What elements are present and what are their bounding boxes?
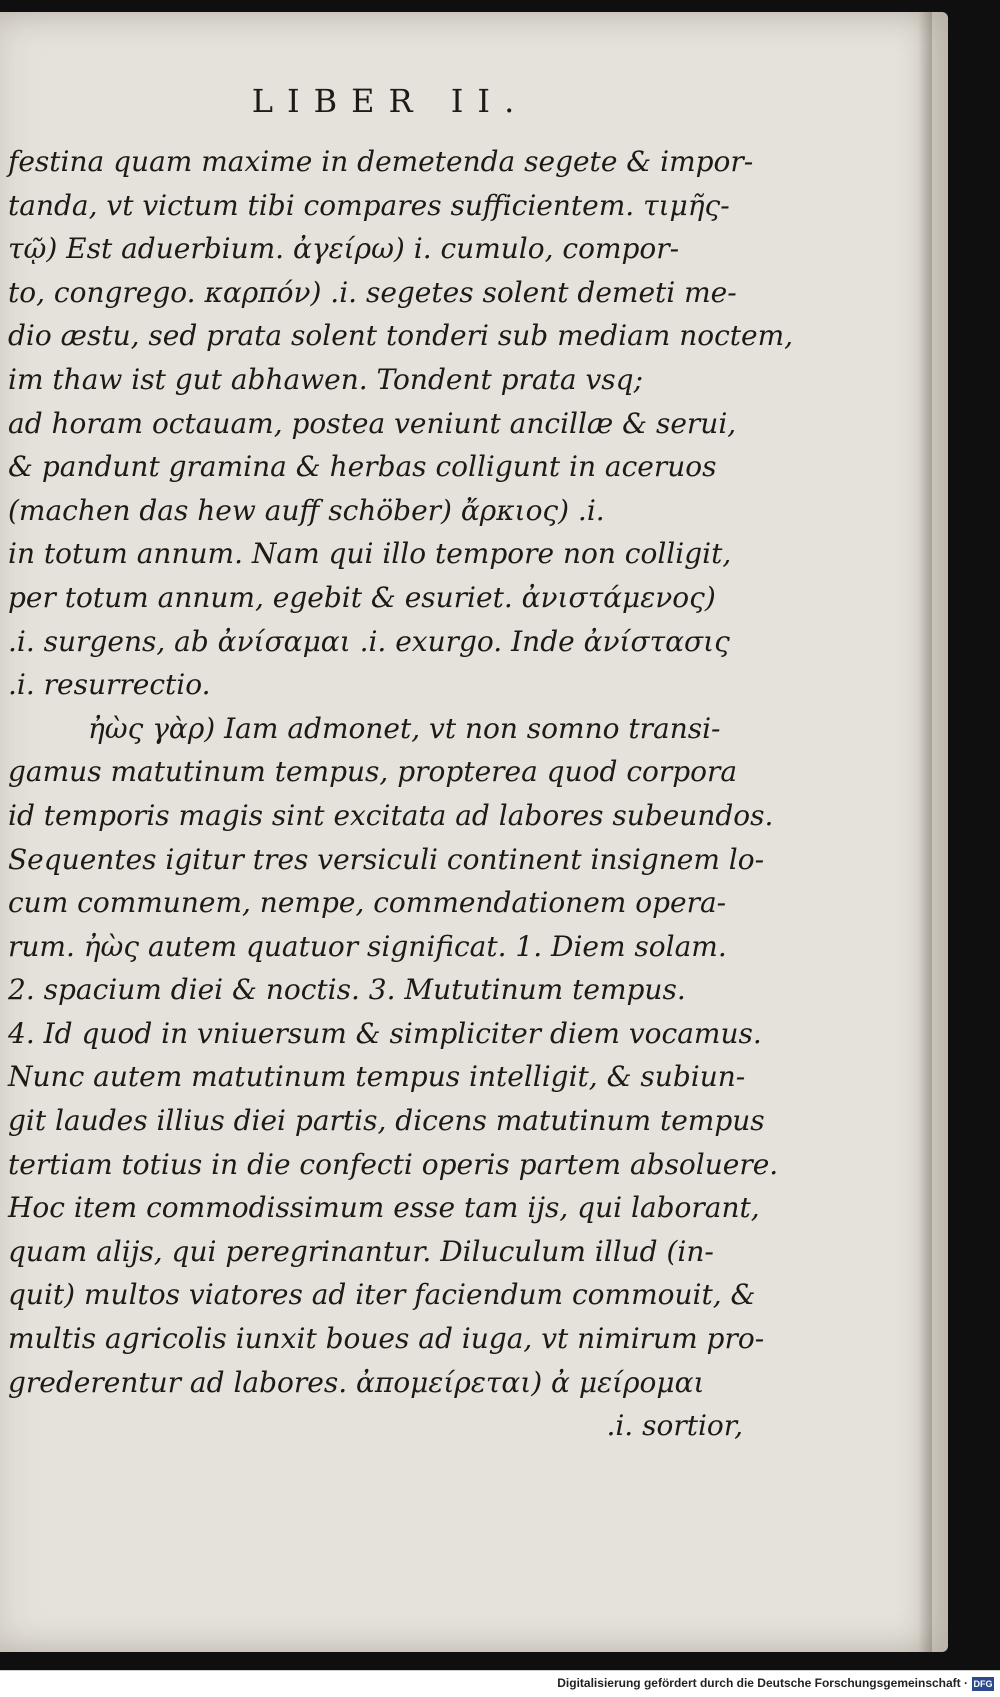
text-line: Nunc autem matutinum tempus intelligit, & subiun- <box>8 1060 746 1094</box>
text-line: .i. surgens, ab ἀνίσαμαι .i. exurgo. Inde ἀνίστασις <box>8 624 730 658</box>
body-text <box>8 140 794 1448</box>
dfg-logo-icon[interactable]: DFG <box>973 1679 993 1689</box>
text-line: tanda, vt victum tibi compares sufficientem. τιμῆς- <box>8 188 730 222</box>
text-line: multis agricolis iunxit boues ad iuga, vt nimirum pro- <box>8 1322 765 1356</box>
text-line: .i. resurrectio. <box>8 668 211 702</box>
running-head: LIBER II. <box>251 82 529 120</box>
text-line: 2. spacium diei & noctis. 3. Mututinum tempus. <box>8 973 686 1007</box>
text-line: ad horam octauam, postea veniunt ancillæ & serui, <box>8 406 737 440</box>
text-line: gamus matutinum tempus, propterea quod corpora <box>8 755 738 789</box>
text-line: to, congrego. καρπόν) .i. segetes solent demeti me- <box>8 275 737 309</box>
catchword-line: .i. sortior, <box>606 1409 743 1443</box>
text-line: im thaw ist gut abhawen. Tondent prata vsq; <box>8 362 644 396</box>
text-line: τῷ) Est aduerbium. ἀγείρω) i. cumulo, compor- <box>8 232 680 266</box>
page-edge-shadow <box>918 12 932 1652</box>
text-line: quit) multos viatores ad iter faciendum commouit, & <box>8 1278 756 1312</box>
text-line: per totum annum, egebit & esuriet. ἀνιστάμενος) <box>8 580 716 614</box>
footer-bar <box>0 1670 1000 1697</box>
text-line: Sequentes igitur tres versiculi continent insignem lo- <box>8 842 765 876</box>
text-line: id temporis magis sint excitata ad labores subeundos. <box>8 798 774 832</box>
book-page <box>0 12 948 1652</box>
text-line: rum. ἠὼς autem quatuor significat. 1. Diem solam. <box>8 929 727 963</box>
text-line: & pandunt gramina & herbas colligunt in aceruos <box>8 450 717 484</box>
text-line: ἠὼς γὰρ) Iam admonet, vt non somno transi- <box>88 711 721 745</box>
text-line: tertiam totius in die confecti operis partem absoluere. <box>8 1147 779 1181</box>
text-line: dio æstu, sed prata solent tonderi sub mediam noctem, <box>8 319 794 353</box>
text-line: 4. Id quod in vniuersum & simpliciter diem vocamus. <box>8 1016 762 1050</box>
text-line: festina quam maxime in demetenda segete & impor- <box>8 145 754 178</box>
text-line: (machen das hew auff schöber) ἄρκιος) .i. <box>8 493 605 527</box>
text-line: grederentur ad labores. ἀπομείρεται) ἀ μείρομαι <box>8 1365 705 1399</box>
text-line: in totum annum. Nam qui illo tempore non colligit, <box>8 537 732 571</box>
text-line: cum communem, nempe, commendationem opera- <box>8 886 727 920</box>
text-line: git laudes illius diei partis, dicens matutinum tempus <box>8 1104 765 1138</box>
text-line: Hoc item commodissimum esse tam ijs, qui laborant, <box>8 1191 760 1225</box>
text-line: quam alijs, qui peregrinantur. Diluculum illud (in- <box>8 1234 714 1268</box>
funding-credit: Digitalisierung gefördert durch die Deutsche Forschungsgemeinschaft · <box>557 1676 968 1690</box>
